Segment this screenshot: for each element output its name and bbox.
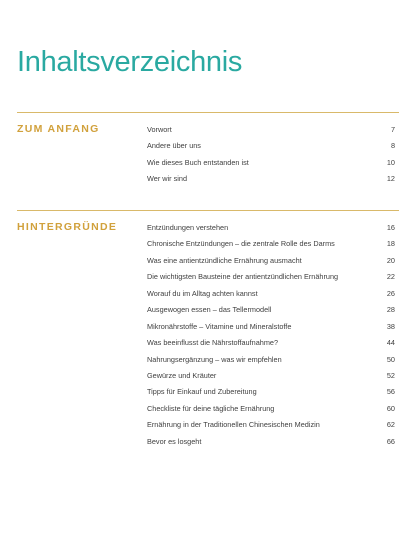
toc-entry-title: Ernährung in der Traditionellen Chinesischen Medizin	[147, 420, 320, 430]
page-title: Inhaltsverzeichnis	[17, 46, 243, 78]
toc-entry[interactable]	[147, 286, 395, 302]
toc-entry-page-number: 52	[386, 370, 395, 380]
toc-entry[interactable]	[147, 352, 395, 368]
toc-entry[interactable]	[147, 236, 395, 252]
toc-entry[interactable]	[147, 319, 395, 335]
toc-entry[interactable]	[147, 220, 395, 236]
toc-entry[interactable]	[147, 335, 395, 351]
toc-entry-title: Chronische Entzündungen – die zentrale Rolle des Darms	[147, 239, 335, 249]
toc-section-zum-anfang	[17, 112, 399, 184]
toc-entry[interactable]	[147, 253, 395, 269]
toc-entry-page-number: 16	[386, 223, 395, 232]
toc-entry[interactable]	[147, 384, 395, 400]
toc-entry-title: Nahrungsergänzung – was wir empfehlen	[147, 354, 282, 364]
toc-entry-title: Was eine antientzündliche Ernährung ausmacht	[147, 255, 302, 265]
section-divider	[17, 210, 399, 211]
section-heading: HINTERGRÜNDE	[17, 221, 118, 233]
toc-entry-page-number: 44	[386, 338, 395, 348]
toc-entry[interactable]	[147, 434, 395, 450]
toc-entry-title: Andere über uns	[147, 141, 201, 151]
toc-list	[147, 220, 395, 450]
toc-entry[interactable]	[147, 368, 395, 384]
toc-entry[interactable]	[147, 171, 395, 187]
toc-entry-page-number: 20	[386, 255, 395, 265]
toc-entry[interactable]	[147, 122, 395, 138]
toc-entry[interactable]	[147, 302, 395, 318]
toc-entry-title: Gewürze und Kräuter	[147, 370, 217, 380]
toc-entry[interactable]	[147, 138, 395, 154]
toc-entry-title: Was beeinflusst die Nährstoffaufnahme?	[147, 338, 279, 348]
section-divider	[17, 112, 399, 113]
toc-entry-title: Bevor es losgeht	[147, 436, 202, 446]
toc-entry-title: Wer wir sind	[147, 174, 188, 184]
toc-entry-page-number: 22	[386, 272, 395, 282]
toc-entry-page-number: 62	[386, 420, 395, 430]
toc-entry-page-number: 10	[386, 157, 395, 167]
toc-entry-page-number: 28	[386, 305, 395, 315]
toc-entry-title: Checkliste für deine tägliche Ernährung	[147, 403, 275, 413]
toc-entry[interactable]	[147, 417, 395, 433]
section-heading: ZUM ANFANG	[17, 123, 100, 135]
toc-entry-page-number: 38	[386, 321, 395, 331]
toc-entry-title: Vorwort	[147, 125, 172, 134]
toc-entry-page-number: 26	[386, 288, 395, 298]
toc-entry-title: Worauf du im Alltag achten kannst	[147, 288, 258, 298]
toc-entry-title: Ausgewogen essen – das Tellermodell	[147, 305, 272, 315]
toc-entry-page-number: 56	[386, 387, 395, 397]
toc-entry-title: Mikronährstoffe – Vitamine und Mineralstoffe	[147, 321, 292, 331]
toc-entry-page-number: 7	[390, 125, 395, 134]
toc-list	[147, 122, 395, 188]
toc-entry-page-number: 50	[386, 354, 395, 364]
toc-entry-page-number: 12	[386, 174, 395, 184]
toc-entry-page-number: 18	[386, 239, 395, 249]
toc-entry[interactable]	[147, 269, 395, 285]
toc-entry-page-number: 66	[386, 436, 395, 446]
toc-entry-title: Tipps für Einkauf und Zubereitung	[147, 387, 257, 397]
toc-entry-title: Die wichtigsten Bausteine der antientzündlichen Ernährung	[147, 272, 339, 282]
toc-entry[interactable]	[147, 155, 395, 171]
toc-entry-page-number: 8	[390, 141, 395, 151]
toc-entry-title: Wie dieses Buch entstanden ist	[147, 157, 249, 167]
toc-entry-title: Entzündungen verstehen	[147, 223, 229, 232]
toc-section-hintergruende	[17, 210, 399, 446]
toc-entry-page-number: 60	[386, 403, 395, 413]
toc-entry[interactable]	[147, 401, 395, 417]
